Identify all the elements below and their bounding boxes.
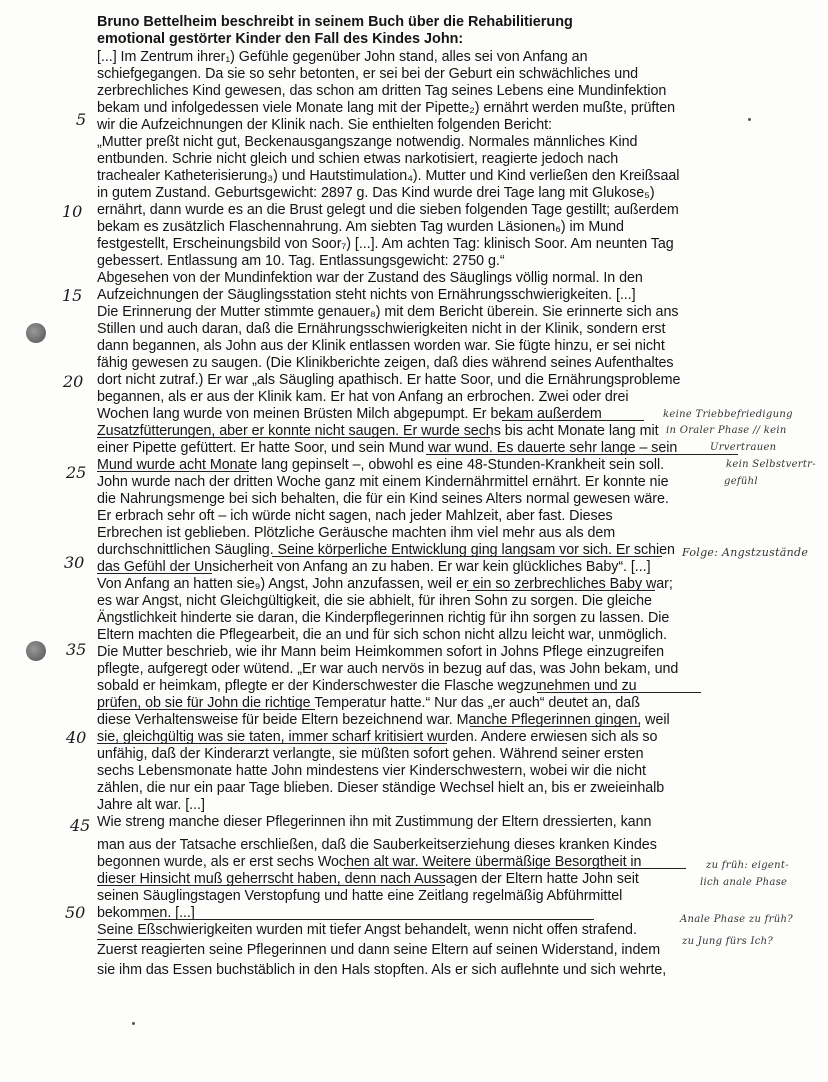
handwritten-underline — [344, 868, 686, 869]
text-line: [...] Im Zentrum ihrer₁) Gefühle gegenüber John stand, alles sei von Anfang an — [97, 49, 588, 65]
margin-note: zu Jung fürs Ich? — [682, 936, 774, 947]
text-line: Wochen lang wurde von meinen Brüsten Milch abgepumpt. Er bekam außerdem — [97, 406, 602, 422]
text-line: fähig gewesen zu saugen. (Die Klinikberichte zeigen, daß dies während seines Aufenthaltes — [97, 355, 674, 371]
text-line: es war Angst, nicht Gleichgültigkeit, die sie abhielt, für ihren Sohn zu sorgen. Die gleiche — [97, 593, 652, 609]
text-line: dieser Hinsicht muß geherrscht haben, denn nach Aussagen der Eltern hatte John seit — [97, 871, 639, 887]
line-number: 40 — [66, 728, 87, 747]
text-line: begannen, als er aus der Klinik kam. Er hat von Anfang an erbrochen. Zwei oder drei — [97, 389, 629, 405]
scan-speck — [748, 118, 751, 121]
text-line: begonnen wurde, als er erst sechs Wochen alt war. Weitere übermäßige Besorgtheit in — [97, 854, 642, 870]
title-line: emotional gestörter Kinder den Fall des Kindes John: — [97, 31, 464, 47]
line-number: 30 — [64, 553, 85, 572]
text-line: pflegte, aufgeregt oder wütend. „Er war auch nervös in bezug auf das, was John bekam, und — [97, 661, 679, 677]
text-line: Jahre alt war. [...] — [97, 797, 205, 813]
handwritten-underline — [426, 454, 738, 455]
text-line: Die Erinnerung der Mutter stimmte genauer₈) mit dem Bericht überein. Sie erinnerte sich ans — [97, 304, 679, 320]
text-line: schiefgegangen. Da sie so sehr betonten, er sei bei der Geburt ein schwächliches und — [97, 66, 639, 82]
text-line: das Gefühl der Unsicherheit von Anfang an zu haben. Er war kein glückliches Baby“. [...] — [97, 559, 651, 575]
margin-note: gefühl — [724, 476, 758, 487]
text-line: dann begannen, als John aus der Klinik entlassen worden war. Sie fügte hinzu, er sei nicht — [97, 338, 665, 354]
text-line: Mund wurde acht Monate lang gepinselt –, obwohl es eine 48-Stunden-Krankheit sein soll. — [97, 457, 665, 473]
handwritten-underline — [97, 939, 181, 940]
text-line: Die Mutter beschrieb, wie ihr Mann beim Heimkommen sofort in Johns Pflege einzugreifen — [97, 644, 665, 660]
margin-note: lich anale Phase — [700, 877, 788, 888]
text-line: sobald er heimkam, pflegte er der Kinderschwester die Flasche wegzunehmen und zu — [97, 678, 637, 694]
handwritten-underline — [97, 437, 490, 438]
text-line: Seine Eßschwierigkeiten wurden mit tiefer Angst behandelt, wenn nicht offen strafend. — [97, 922, 637, 938]
text-line: Wie streng manche dieser Pflegerinnen ihn mit Zustimmung der Eltern dressierten, kann — [97, 814, 652, 830]
text-line: prüfen, ob sie für John die richtige Temperatur hatte.“ Nur das „er auch“ deutet an, daß — [97, 695, 640, 711]
text-line: bekommen. [...] — [97, 905, 195, 921]
margin-note: keine Triebbefriedigung — [663, 409, 793, 420]
margin-note: Anale Phase zu früh? — [680, 914, 793, 925]
text-line: man aus der Tatsache erschließen, daß die Sauberkeitserziehung dieses kranken Kindes — [97, 837, 657, 853]
line-number: 35 — [66, 640, 87, 659]
line-number: 25 — [66, 463, 87, 482]
margin-note: in Oraler Phase // kein — [666, 425, 787, 436]
text-line: bekam und infolgedessen viele Monate lang mit der Pipette₂) ernährt werden mußte, prüften — [97, 100, 676, 116]
scan-speck — [132, 1022, 135, 1025]
text-line: Aufzeichnungen der Säuglingsstation steht nichts von Ernährungsschwierigkeiten. [...] — [97, 287, 636, 303]
text-line: entbunden. Schrie nicht gleich und schien etwas narkotisiert, reagierte jedoch nach — [97, 151, 619, 167]
handwritten-underline — [144, 919, 594, 920]
text-line: in gutem Zustand. Geburtsgewicht: 2897 g. Das Kind wurde drei Tage lang mit Glukose₅) — [97, 185, 655, 201]
text-line: seinen Säuglingstagen Verstopfung und hatte eine Zeitlang regelmäßig Abführmittel — [97, 888, 623, 904]
line-number: 5 — [76, 110, 87, 129]
text-line: trachealer Katheterisierung₃) und Hautstimulation₄). Mutter und Kind verließen den Kreißsaal — [97, 168, 680, 184]
handwritten-underline — [467, 590, 655, 591]
text-line: Zusatzfütterungen, aber er konnte nicht saugen. Er wurde sechs bis acht Monate lang mit — [97, 423, 659, 439]
line-number: 10 — [62, 202, 83, 221]
text-line: zerbrechliches Kind gewesen, das schon am dritten Tag seines Lebens eine Mundinfektion — [97, 83, 667, 99]
text-line: wir die Aufzeichnungen der Klinik nach. Sie enthielten folgenden Bericht: — [97, 117, 552, 133]
margin-note: Urvertrauen — [710, 442, 777, 453]
text-line: Abgesehen von der Mundinfektion war der Zustand des Säuglings völlig normal. In den — [97, 270, 643, 286]
text-line: Ängstlichkeit hinderte sie daran, die Kinderpflegerinnen richtig für ihn sorgen zu lassen. Die — [97, 610, 670, 626]
margin-note: Folge: Angstzustände — [682, 546, 809, 559]
text-line: „Mutter preßt nicht gut, Beckenausgangszange notwendig. Normales männliches Kind — [97, 134, 638, 150]
text-line: zählen, die nur ein paar Tage blieben. Dieser ständige Wechsel hielt an, bis er zweieinhalb — [97, 780, 665, 796]
handwritten-underline — [272, 556, 662, 557]
line-number: 20 — [63, 372, 84, 391]
handwritten-underline — [97, 743, 447, 744]
text-line: dort nicht zutraf.) Er war „als Säugling apathisch. Er hatte Soor, und die Ernährungsprobleme — [97, 372, 681, 388]
text-line: Eltern machten die Pflegearbeit, die an und für sich schon nicht allzu leicht war, unmöglich. — [97, 627, 667, 643]
line-number: 45 — [70, 816, 91, 835]
text-line: Er erbrach sehr oft – ich würde nicht sagen, nach jeder Mahlzeit, aber fast. Dieses — [97, 508, 613, 524]
handwritten-underline — [97, 471, 249, 472]
punch-hole-lower — [26, 641, 46, 661]
title-line: Bruno Bettelheim beschreibt in seinem Buch über die Rehabilitierung — [97, 14, 573, 30]
text-line: diese Verhaltensweise für beide Eltern bezeichnend war. Manche Pflegerinnen gingen, weil — [97, 712, 670, 728]
text-line: sie, gleichgültig was sie taten, immer scharf kritisiert wurden. Andere erwiesen sich als so — [97, 729, 658, 745]
line-number: 50 — [65, 903, 86, 922]
text-line: sie ihm das Essen buchstäblich in den Hals stopften. Als er sich auflehnte und sich wehrte, — [97, 962, 667, 978]
text-line: gebessert. Entlassung am 10. Tag. Entlassungsgewicht: 2750 g.“ — [97, 253, 505, 269]
punch-hole-upper — [26, 323, 46, 343]
text-line: Zuerst reagierten seine Pflegerinnen und dann seine Eltern auf seinen Widerstand, indem — [97, 942, 661, 958]
handwritten-underline — [470, 726, 640, 727]
text-line: Erbrechen ist geblieben. Plötzliche Geräusche machten ihm viel mehr aus als dem — [97, 525, 616, 541]
text-line: John wurde nach der dritten Woche ganz mit einem Kindernährmittel ernährt. Er konnte nie — [97, 474, 669, 490]
margin-note: zu früh: eigent- — [706, 860, 789, 871]
text-line: einer Pipette gefüttert. Er hatte Soor, und sein Mund war wund. Es dauerte sehr lange – sein — [97, 440, 678, 456]
margin-note: kein Selbstvertr- — [726, 459, 816, 470]
text-line: sechs Lebensmonate hatte John mindestens vier Kinderschwestern, wobei wir die nicht — [97, 763, 646, 779]
handwritten-underline — [97, 573, 212, 574]
handwritten-underline — [97, 709, 315, 710]
handwritten-underline — [537, 692, 701, 693]
text-line: Stillen und auch daran, daß die Ernährungsschwierigkeiten nicht in der Klinik, sondern erst — [97, 321, 666, 337]
text-line: durchschnittlichen Säugling. Seine körperliche Entwicklung ging langsam vor sich. Er schien — [97, 542, 675, 558]
text-line: festgestellt, Erscheinungsbild von Soor₇) [...]. Am achten Tag: klinisch Soor. Am neunten Tag — [97, 236, 674, 252]
text-line: ernährt, dann wurde es an die Brust gelegt und die sieben folgenden Tage gestillt; außerdem — [97, 202, 679, 218]
text-line: Von Anfang an hatten sie₉) Angst, John anzufassen, weil er ein so zerbrechliches Baby war; — [97, 576, 673, 592]
handwritten-underline — [502, 420, 644, 421]
text-line: unfähig, daß der Kinderarzt verlangte, sie müßten sofort gehen. Während seiner ersten — [97, 746, 644, 762]
text-line: bekam es zusätzlich Flaschennahrung. Am siebten Tag wurden Läsionen₆) im Mund — [97, 219, 624, 235]
text-line: die Nahrungsmenge bei sich behalten, die für ein Kind seines Alters normal gewesen wäre. — [97, 491, 669, 507]
handwritten-underline — [97, 885, 445, 886]
line-number: 15 — [62, 286, 83, 305]
